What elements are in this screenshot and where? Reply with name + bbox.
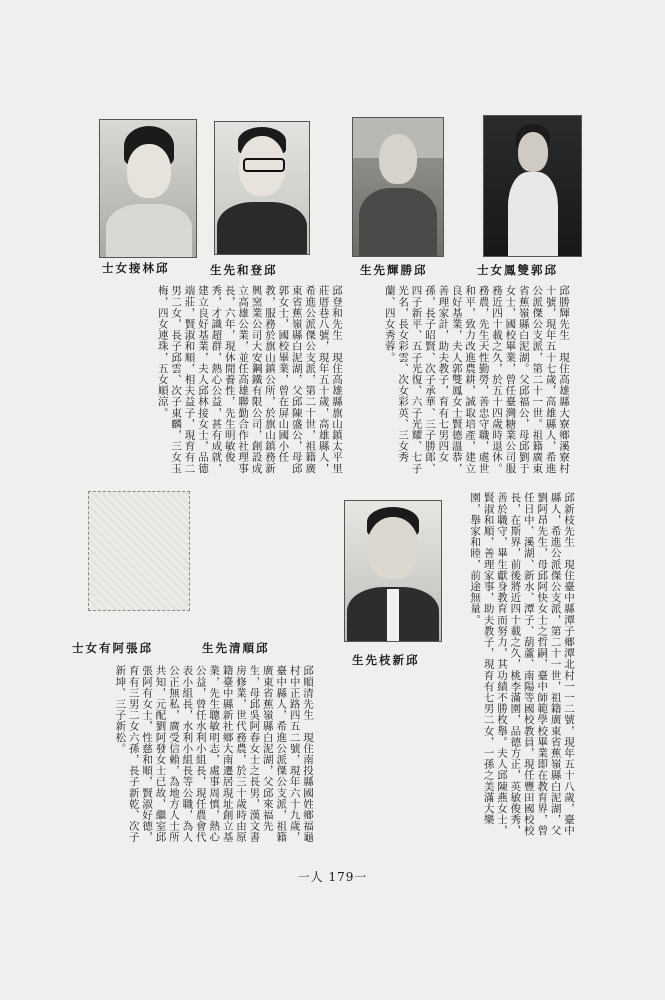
faded-seal-image xyxy=(88,491,190,611)
portrait-photo-shuang-feng xyxy=(483,115,582,257)
caption-shun-qing: 生先清順邱 xyxy=(202,641,270,655)
portrait-photo-sheng-hui xyxy=(352,117,444,257)
caption-deng-he: 生先和登邱 xyxy=(210,263,278,277)
bio-xin-zhi: 邱新枝先生 現住臺中縣潭子鄉潭北村一一二號，現年五十八歲，臺中縣人，希進公派傑公支派，第二十一世，祖籍廣東省蕉嶺縣白泥湖，父劉阿昂先生，母邱阿快女士之哲嗣，臺中師範學校畢業即在教育界，曾任日中、溪湖、新水、潭子、葫蘆、南陽等國校教員，現任豐田國校校長，在斯界，前後將近四十載之久，桃李滿園，品德方正，英敏俊秀，善於職守，畢生獻身教育而努力，其功績不勝枚舉。夫人邱陳燕女士，賢淑和順，善理家事，助夫教子，現育有七男二女，一孫之美滿大樂園，舉家和睦，前途無量。 xyxy=(469,492,575,837)
caption-shuang-feng: 士女鳳雙郭邱 xyxy=(477,263,558,277)
bio-deng-he: 邱登和先生 現住高雄縣旗山鎮太平里莊厝巷八號，現年五十歲，高雄縣人，希進公派傑公支派，第二十世，祖籍廣東省蕉嶺縣白泥湖，父邱陳盛公，母邱郭女士，國校畢業，曾在屏山國小任教，服務於旗山鎮公所，於旗山鎮務新興窯業公司大安鋼鐵有限公司，創設成立高雄公業，並任高雄聯勤合作社理事長，六年，現休閒養性，先生明敏俊秀，才識超群，熱心公益，甚有成就，建立良好基業，夫人邱林接女士，品德端莊，賢淑和順，相夫益子，現育有二男二女，長子邱雲、次子東麟，三女玉梅，四女連珠，五女順涼。 xyxy=(156,285,343,474)
caption-a-you: 士女有阿張邱 xyxy=(72,641,153,655)
caption-lin-jie: 士女接林邱 xyxy=(102,261,170,275)
page-number: 一人 179一 xyxy=(297,870,368,884)
caption-xin-zhi: 生先枝新邱 xyxy=(352,653,420,667)
caption-sheng-hui: 生先輝勝邱 xyxy=(360,263,428,277)
bio-sheng-hui: 邱勝輝先生 現住高雄縣大寮鄉溪寮村十號，現年五十七歲，高雄縣人，希進公派傑公支派，第二十一世。祖籍廣東省蕉嶺縣白泥湖。父邱福公，母邱劉于女士，國校畢業，曾任臺灣糖業公司服務近四十載之久，於五十四歲時退休。務農，先生天性勤勞，善忠守職，處世和平，致力改進農耕，誠取培產，建立良好基業，夫人郭雙鳳女士賢德溫恭，善理家計，助夫教子，育有七男四女孫，長子昭賢、次子承華、三子勝郎、四子新平、五子光復、六子光耀、七子光名，長女彩雲、次女彩英、三女秀蘭、四女秀蓉。 xyxy=(383,285,570,474)
portrait-photo-deng-he xyxy=(214,121,310,255)
bio-shun-qing: 邱順清先生 現住南投縣國姓鄉福龜村中正路四五二號，現年六十九歲，臺中縣人，希進公派傑公支派，祖籍廣東省蕉嶺縣白泥湖，父邱來福先生，母邱吳阿春女士之長男，漢文書房修業，世代務農，於三十歲時由原籍臺中縣新社鄉大南遷居現址創立基業，先生聰敏明志，處事周慎，熱心公益，曾任水利小組長，現任農會代表小組長，水利小組長等公職，為人公正無私，廣受信賴，為地方人士所共知，元配劉阿發女士已故，繼室邱張阿有女士，性慈和順，賢淑好德，育有三男二女六孫，長子新乾、次子新坤、三子新松。 xyxy=(114,665,314,843)
portrait-photo-lin-jie xyxy=(99,119,197,258)
